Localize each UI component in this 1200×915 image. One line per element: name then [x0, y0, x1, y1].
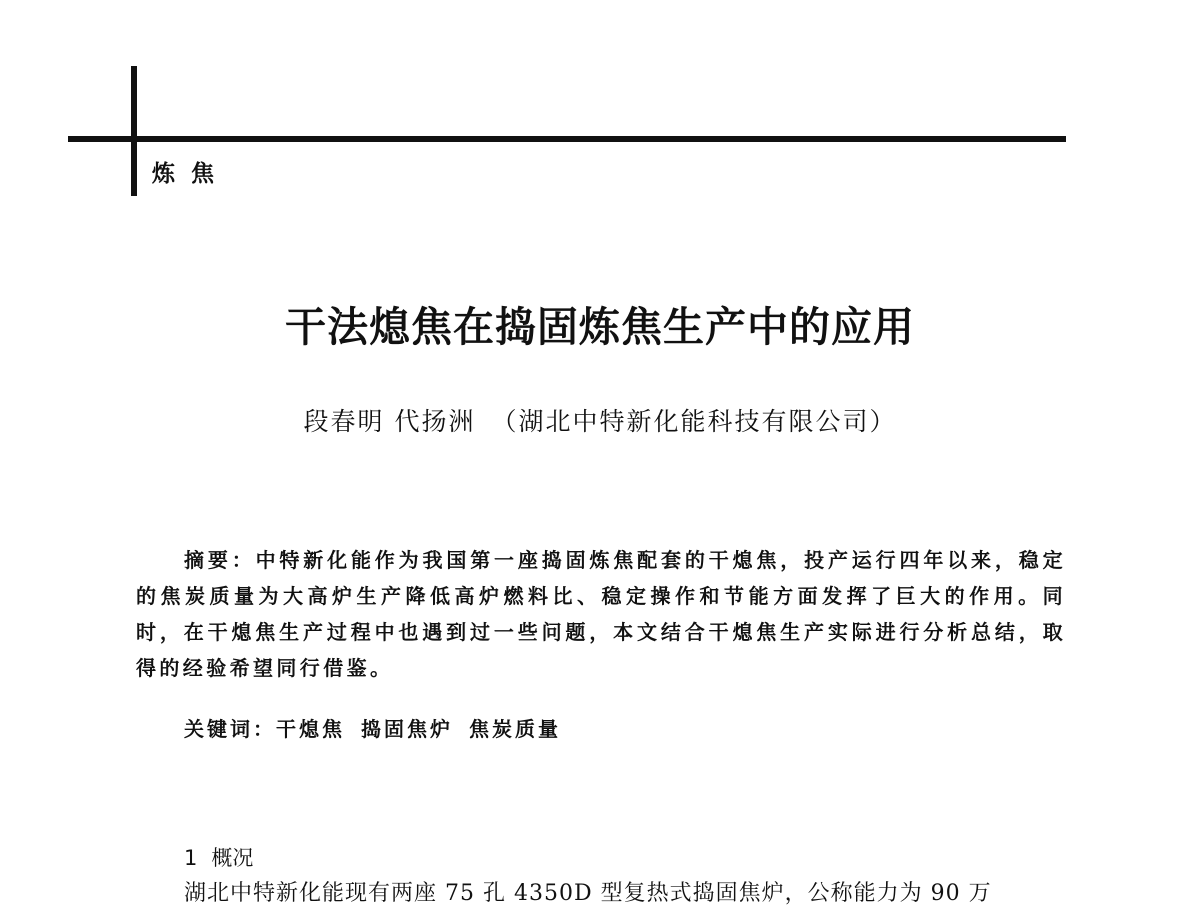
- keyword-item: 捣固焦炉: [361, 717, 453, 741]
- article-title: 干法熄焦在捣固炼焦生产中的应用: [285, 303, 915, 351]
- keywords: [184, 713, 561, 742]
- authors: 段春明 代扬洲: [303, 407, 476, 436]
- abstract-text: 中特新化能作为我国第一座捣固炼焦配套的干熄焦，投产运行四年以来，稳定的焦炭质量为大高炉生产降低高炉燃料比、稳定操作和节能方面发挥了巨大的作用。同时，在干熄焦生产过程中也遇到过一些问题，本文结合干熄焦生产实际进行分析总结，取得的经验希望同行借鉴。: [136, 548, 1067, 680]
- keyword-item: 干熄焦: [276, 717, 345, 741]
- abstract: [136, 542, 1066, 686]
- section-title: 概况: [211, 846, 254, 870]
- keywords-label: 关键词：: [184, 717, 276, 741]
- header-horizontal-rule: [68, 136, 1066, 142]
- affiliation: （湖北中特新化能科技有限公司）: [491, 407, 897, 436]
- section-heading: [184, 842, 253, 872]
- header-vertical-rule: [131, 66, 137, 196]
- keyword-item: 焦炭质量: [469, 717, 561, 741]
- section-number: 1: [184, 846, 198, 870]
- author-line: [0, 402, 1200, 438]
- abstract-label: 摘要：: [184, 548, 256, 572]
- body-paragraph: 湖北中特新化能现有两座 75 孔 4350D 型复热式捣固焦炉，公称能力为 90 万: [184, 881, 992, 906]
- section-label: 炼 焦: [152, 161, 219, 187]
